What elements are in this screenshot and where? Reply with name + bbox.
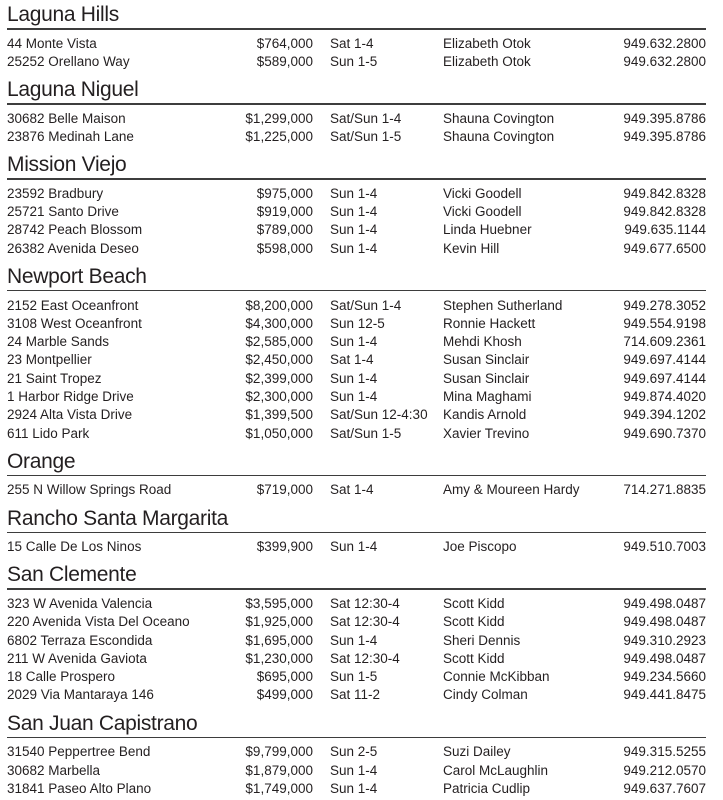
listing-price: $589,000 — [256, 53, 313, 69]
listing-agent: Carol McLaughlin — [443, 762, 549, 778]
listing-row — [7, 481, 706, 499]
listing-address: 15 Calle De Los Ninos — [7, 539, 142, 555]
listing-agent: Sheri Dennis — [443, 632, 521, 648]
listing-open-time: Sat 11-2 — [330, 687, 381, 703]
listing-phone: 949.677.6500 — [623, 240, 706, 256]
listing-row — [7, 650, 706, 668]
listings-table — [7, 533, 706, 556]
listing-phone: 949.637.7607 — [623, 780, 706, 796]
listing-phone: 949.310.2923 — [623, 632, 706, 648]
listing-row — [7, 221, 706, 239]
listing-address: 44 Monte Vista — [7, 35, 97, 51]
listing-open-time: Sat/Sun 1-5 — [330, 425, 402, 441]
listing-row — [7, 53, 706, 71]
listing-open-time: Sun 1-4 — [330, 204, 378, 220]
listing-agent: Vicki Goodell — [443, 185, 522, 201]
listing-row — [7, 315, 706, 333]
listings-table — [7, 30, 706, 72]
listing-row — [7, 240, 706, 258]
listing-row — [7, 595, 706, 613]
listing-open-time: Sun 1-5 — [330, 53, 378, 69]
listings-table — [7, 738, 706, 798]
city-heading: Orange — [7, 449, 76, 473]
listing-address: 30682 Marbella — [7, 762, 101, 778]
listing-open-time: Sat/Sun 1-4 — [330, 110, 402, 126]
listing-address: 23876 Medinah Lane — [7, 129, 134, 145]
listing-agent: Connie McKibban — [443, 669, 550, 685]
listing-price: $1,399,500 — [245, 407, 313, 423]
listing-agent: Scott Kidd — [443, 650, 505, 666]
listing-address: 24 Marble Sands — [7, 334, 110, 350]
listing-address: 2029 Via Mantaraya 146 — [7, 687, 154, 703]
listing-open-time: Sat/Sun 1-4 — [330, 297, 402, 313]
listing-open-time: Sun 1-4 — [330, 185, 378, 201]
listing-address: 6802 Terraza Escondida — [7, 632, 153, 648]
listing-phone: 949.697.4144 — [623, 370, 706, 386]
listing-address: 1 Harbor Ridge Drive — [7, 389, 134, 404]
city-section — [7, 563, 706, 704]
listing-row — [7, 185, 706, 203]
listing-agent: Elizabeth Otok — [443, 53, 531, 69]
listing-agent: Mehdi Khosh — [443, 334, 522, 350]
listing-price: $2,450,000 — [245, 352, 313, 368]
listing-open-time: Sun 1-4 — [330, 539, 378, 555]
listing-row — [7, 631, 706, 649]
listing-phone: 949.498.0487 — [623, 650, 706, 666]
listing-price: $4,300,000 — [245, 315, 313, 331]
listing-open-time: Sun 1-4 — [330, 240, 378, 256]
listing-row — [7, 743, 706, 761]
listing-price: $975,000 — [256, 185, 313, 201]
listing-row — [7, 613, 706, 631]
listing-agent: Cindy Colman — [443, 687, 528, 703]
listing-open-time: Sun 12-5 — [330, 315, 385, 331]
city-heading: San Clemente — [7, 563, 137, 587]
city-section — [7, 78, 706, 146]
listing-row — [7, 761, 706, 779]
listing-agent: Ronnie Hackett — [443, 315, 536, 331]
listing-address: 26382 Avenida Deseo — [7, 240, 139, 256]
listing-phone: 949.690.7370 — [623, 425, 706, 441]
listing-agent: Susan Sinclair — [443, 370, 530, 386]
listing-open-time: Sat 12:30-4 — [330, 650, 400, 666]
listing-address: 25252 Orellano Way — [7, 53, 130, 69]
listing-open-time: Sat/Sun 1-5 — [330, 129, 402, 145]
listing-open-time: Sat 12:30-4 — [330, 614, 400, 630]
listing-agent: Stephen Sutherland — [443, 297, 563, 313]
listing-phone: 949.278.3052 — [623, 297, 706, 313]
listing-row — [7, 780, 706, 798]
listing-open-time: Sat 1-4 — [330, 352, 374, 368]
listing-price: $598,000 — [256, 240, 313, 256]
listing-agent: Xavier Trevino — [443, 425, 530, 441]
listing-phone: 949.510.7003 — [623, 539, 706, 555]
listing-price: $499,000 — [256, 687, 313, 703]
listing-price: $1,230,000 — [245, 650, 313, 666]
listing-phone: 949.441.8475 — [623, 687, 706, 703]
listing-price: $1,749,000 — [245, 780, 313, 796]
listing-open-time: Sun 1-4 — [330, 222, 378, 238]
listing-open-time: Sun 1-4 — [330, 389, 378, 404]
listing-phone: 949.635.1144 — [624, 222, 706, 238]
listing-agent: Kandis Arnold — [443, 407, 527, 423]
listing-row — [7, 424, 706, 442]
listing-agent: Joe Piscopo — [443, 539, 517, 555]
listing-address: 21 Saint Tropez — [7, 370, 102, 386]
listing-row — [7, 351, 706, 369]
city-heading: Newport Beach — [7, 264, 147, 288]
listing-address: 23592 Bradbury — [7, 185, 104, 201]
listing-row — [7, 128, 706, 146]
listing-price: $789,000 — [256, 222, 313, 238]
listing-row — [7, 668, 706, 686]
listing-phone: 949.842.8328 — [623, 204, 706, 220]
listing-address: 323 W Avenida Valencia — [7, 595, 153, 611]
listing-open-time: Sat 1-4 — [330, 482, 374, 498]
listing-phone: 949.632.2800 — [623, 53, 706, 69]
listing-phone: 949.632.2800 — [623, 35, 706, 51]
listing-price: $719,000 — [256, 482, 313, 498]
listing-phone: 949.842.8328 — [623, 185, 706, 201]
listing-row — [7, 110, 706, 128]
city-heading: Laguna Niguel — [7, 78, 139, 102]
listing-agent: Shauna Covington — [443, 129, 555, 145]
listing-phone: 949.874.4020 — [623, 389, 706, 404]
listing-address: 28742 Peach Blossom — [7, 222, 143, 238]
listing-agent: Suzi Dailey — [443, 744, 511, 760]
listing-agent: Scott Kidd — [443, 614, 505, 630]
city-section — [7, 3, 706, 71]
listing-address: 25721 Santo Drive — [7, 204, 119, 220]
listing-price: $1,299,000 — [245, 110, 313, 126]
listing-price: $919,000 — [256, 204, 313, 220]
listing-open-time: Sun 1-4 — [330, 762, 378, 778]
listing-price: $2,399,000 — [245, 370, 313, 386]
listings-table — [7, 180, 706, 258]
listing-row — [7, 333, 706, 351]
listings-table — [7, 105, 706, 147]
listings-table — [7, 291, 706, 442]
listing-open-time: Sat 1-4 — [330, 35, 374, 51]
listing-phone: 949.498.0487 — [623, 595, 706, 611]
city-heading: San Juan Capistrano — [7, 711, 198, 735]
listing-address: 211 W Avenida Gaviota — [7, 650, 147, 666]
listing-agent: Shauna Covington — [443, 110, 555, 126]
listing-agent: Kevin Hill — [443, 240, 500, 256]
listing-phone: 949.234.5660 — [623, 669, 706, 685]
listings-table — [7, 476, 706, 499]
listing-row — [7, 296, 706, 314]
listing-price: $1,695,000 — [245, 632, 313, 648]
listing-address: 23 Montpellier — [7, 352, 92, 368]
listing-address: 220 Avenida Vista Del Oceano — [7, 614, 190, 630]
listing-phone: 949.697.4144 — [623, 352, 706, 368]
city-section — [7, 153, 706, 258]
listings-table — [7, 590, 706, 705]
listing-open-time: Sat/Sun 12-4:30 — [330, 407, 428, 423]
listing-price: $1,879,000 — [245, 762, 313, 778]
listing-price: $695,000 — [256, 669, 313, 685]
listing-open-time: Sat 12:30-4 — [330, 595, 400, 611]
listing-phone: 949.395.8786 — [623, 110, 706, 126]
listing-price: $764,000 — [256, 35, 313, 51]
listing-row — [7, 538, 706, 556]
listing-address: 2924 Alta Vista Drive — [7, 407, 133, 423]
city-section — [7, 450, 706, 500]
city-heading: Rancho Santa Margarita — [7, 506, 229, 530]
listing-open-time: Sun 1-4 — [330, 334, 378, 350]
listing-price: $1,050,000 — [245, 425, 313, 441]
city-heading: Laguna Hills — [7, 3, 119, 26]
listing-address: 30682 Belle Maison — [7, 110, 126, 126]
city-section — [7, 265, 706, 443]
listing-agent: Scott Kidd — [443, 595, 505, 611]
listing-address: 31841 Paseo Alto Plano — [7, 780, 152, 796]
listing-open-time: Sun 1-4 — [330, 632, 378, 648]
listing-agent: Mina Maghami — [443, 389, 532, 404]
listing-open-time: Sun 1-4 — [330, 780, 378, 796]
listing-agent: Elizabeth Otok — [443, 35, 531, 51]
listing-row — [7, 203, 706, 221]
listing-agent: Susan Sinclair — [443, 352, 530, 368]
listing-price: $399,900 — [256, 539, 313, 555]
listing-agent: Linda Huebner — [443, 222, 532, 238]
listing-address: 3108 West Oceanfront — [7, 315, 142, 331]
listing-agent: Patricia Cudlip — [443, 780, 531, 796]
listing-phone: 949.394.1202 — [623, 407, 706, 423]
listing-price: $2,300,000 — [245, 389, 313, 404]
listing-row — [7, 35, 706, 53]
listing-phone: 949.212.0570 — [623, 762, 706, 778]
listing-price: $2,585,000 — [245, 334, 313, 350]
listing-phone: 949.395.8786 — [623, 129, 706, 145]
listing-address: 611 Lido Park — [7, 425, 90, 441]
listing-address: 255 N Willow Springs Road — [7, 482, 172, 498]
listing-price: $1,925,000 — [245, 614, 313, 630]
listing-row — [7, 686, 706, 704]
listing-address: 31540 Peppertree Bend — [7, 744, 151, 760]
city-heading: Mission Viejo — [7, 153, 127, 177]
listing-open-time: Sun 2-5 — [330, 744, 378, 760]
listing-row — [7, 406, 706, 424]
listing-phone: 949.315.5255 — [623, 744, 706, 760]
listing-price: $9,799,000 — [245, 744, 313, 760]
listing-row — [7, 388, 706, 406]
listing-address: 2152 East Oceanfront — [7, 297, 139, 313]
listing-price: $3,595,000 — [245, 595, 313, 611]
listing-row — [7, 370, 706, 388]
city-section — [7, 712, 706, 798]
listing-phone: 714.609.2361 — [623, 334, 706, 350]
listing-price: $8,200,000 — [245, 297, 313, 313]
listing-address: 18 Calle Prospero — [7, 669, 116, 685]
listing-phone: 949.498.0487 — [623, 614, 706, 630]
city-section — [7, 507, 706, 557]
listing-agent: Vicki Goodell — [443, 204, 522, 220]
listing-phone: 714.271.8835 — [623, 482, 706, 498]
listing-phone: 949.554.9198 — [623, 315, 706, 331]
listing-agent: Amy & Moureen Hardy — [443, 482, 580, 498]
listing-open-time: Sun 1-4 — [330, 370, 378, 386]
listing-open-time: Sun 1-5 — [330, 669, 378, 685]
listing-price: $1,225,000 — [245, 129, 313, 145]
